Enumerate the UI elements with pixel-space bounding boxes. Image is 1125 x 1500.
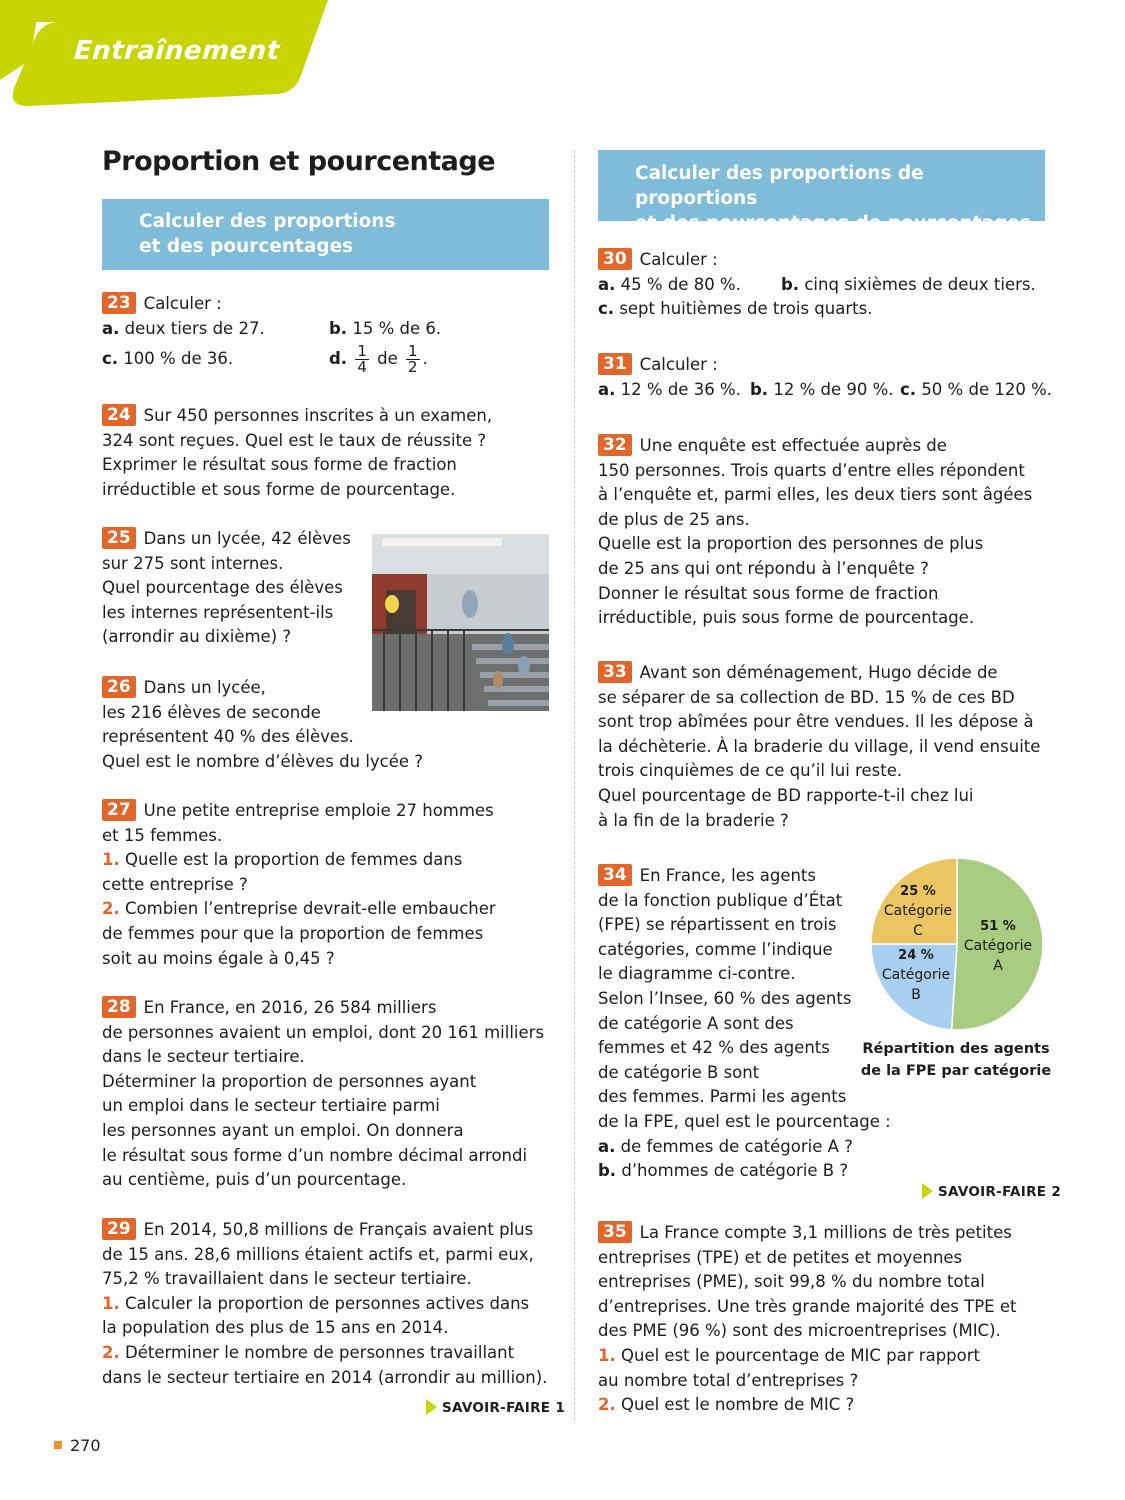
exercise-number: 28 [102, 996, 136, 1018]
pie-label-percent: 51 % [980, 919, 1016, 934]
pie-label-category: Catégorie [963, 938, 1033, 954]
pie-label-percent: 25 % [900, 884, 936, 899]
exercise-number: 23 [102, 292, 136, 314]
right-section-heading-line1: Calculer des proportions de proportions [635, 163, 924, 209]
left-section-heading-line2: et des pourcentages [139, 236, 354, 257]
exercise-35: 35 La France compte 3,1 millions de très petites entreprises (TPE) et de petites et moyennes entreprises (PME), soit 99,8 % du nombre total d’entreprises. Une très grande majorité des TPE et des PME (96 %) sont des microentreprises (MIC). 1. Quel est le pourcentage de MIC par rapport au nombre total d’entreprises ? 2. Quel est le nombre de MIC ? [598, 1222, 1017, 1415]
exercise-29: 29 En 2014, 50,8 millions de Français avaient plus de 15 ans. 28,6 millions étaient actifs et, parmi eux, 75,2 % travaillaient dans le secteur tertiaire. 1. Calculer la proportion de personnes actives dans la population des plus de 15 ans en 2014. 2. Déterminer le nombre de personnes travaillant dans le secteur tertiaire en 2014 (arrondir au million). [102, 1219, 548, 1387]
exercise-30: 30 Calculer : a. 45 % de 80 %. b. cinq sixièmes de deux tiers. c. sept huitièmes de trois quarts. [598, 249, 1036, 319]
exercise-number: 29 [102, 1218, 136, 1240]
exercise-number: 24 [102, 404, 136, 426]
fraction-question: d. $\frac{1}{4}$ de $\frac{1}{2}$ . [329, 342, 428, 377]
exercise-number: 35 [598, 1221, 632, 1243]
exercise-number: 27 [102, 799, 136, 821]
right-section-heading-line2: et des pourcentages de pourcentages [635, 213, 1031, 234]
pie-label-letter: C [913, 923, 923, 939]
left-section-heading [102, 199, 549, 270]
exercise-number: 34 [598, 864, 632, 886]
exercise-31: 31 Calculer : a. 12 % de 36 %. b. 12 % de 90 %. c. 50 % de 120 %. [598, 354, 1053, 399]
exercise-number: 25 [102, 527, 136, 549]
left-section-heading-line1: Calculer des proportions [139, 211, 396, 232]
savoir-faire-2-link[interactable]: SAVOIR-FAIRE 2 [922, 1183, 1061, 1200]
pie-label-category: Catégorie [881, 967, 951, 983]
right-section-heading [598, 150, 1045, 234]
column-divider [574, 150, 575, 1420]
exercise-28: 28 En France, en 2016, 26 584 milliers de personnes avaient un emploi, dont 20 161 milliers dans le secteur tertiaire. Déterminer la proportion de personnes ayant un emploi dans le secteur tertiaire parmi les personnes ayant un emploi. On donnera le résultat sous forme d’un nombre décimal arrondi au centième, puis d’un pourcentage. [102, 997, 545, 1190]
exercise-25: 25 Dans un lycée, 42 élèves sur 275 sont internes. Quel pourcentage des élèves les internes représentent-ils (arrondir au dixième) ? [102, 528, 351, 647]
pie-label-percent: 24 % [898, 948, 934, 963]
page-marker-square [54, 1441, 62, 1449]
play-arrow-icon [922, 1183, 933, 1199]
pie-label-category: Catégorie [883, 903, 953, 919]
play-arrow-icon [426, 1399, 437, 1415]
exercise-number: 30 [598, 248, 632, 270]
pie-chart-fpe-categories [868, 855, 1046, 1033]
exercise-32: 32 Une enquête est effectuée auprès de 150 personnes. Trois quarts d’entre elles répondent à l’enquête et, parmi elles, les deux tiers sont âgées de plus de 25 ans. Quelle est la proportion des personnes de plus de 25 ans qui ont répondu à l’enquête ? Donner le résultat sous forme de fraction irréductible, puis sous forme de pourcentage. [598, 435, 1033, 628]
exercise-number: 33 [598, 661, 632, 683]
banner-label: Entraînement [72, 36, 281, 66]
pie-label-letter: B [911, 987, 921, 1003]
exercise-26: 26 Dans un lycée, les 216 élèves de seconde représentent 40 % des élèves. Quel est le nombre d’élèves du lycée ? [102, 677, 424, 771]
pie-label-letter: A [993, 958, 1003, 974]
pie-chart-caption: Répartition des agents de la FPE par catégorie [860, 1041, 1052, 1079]
exercise-23: 23 Calculer : a. deux tiers de 27. b. 15 % de 6. c. 100 % de 36. d. $\frac{1}{4}$ de $\frac{1}{2}$ . [102, 293, 442, 377]
savoir-faire-1-link[interactable]: SAVOIR-FAIRE 1 [426, 1399, 565, 1416]
page-number: 270 [54, 1436, 101, 1455]
exercise-number: 31 [598, 353, 632, 375]
exercise-number: 32 [598, 434, 632, 456]
exercise-number: 26 [102, 676, 136, 698]
exercise-27: 27 Une petite entreprise emploie 27 hommes et 15 femmes. 1. Quelle est la proportion de femmes dans cette entreprise ? 2. Combien l’entreprise devrait-elle embaucher de femmes pour que la proportion de femmes soit au moins égale à 0,45 ? [102, 800, 496, 968]
exercise-34: 34 En France, les agents de la fonction publique d’État (FPE) se répartissent en trois catégories, comme l’indique le diagramme ci-contre. Selon l’Insee, 60 % des agents de catégorie A sont des femmes et 42 % des agents de catégorie B sont des femmes. Parmi les agents de la FPE, quel est le pourcentage : a. de femmes de catégorie A ? b. d’hommes de catégorie B ? [598, 865, 891, 1181]
exercise-33: 33 Avant son déménagement, Hugo décide de se séparer de sa collection de BD. 15 % de ces BD sont trop abîmées pour être vendues. Il les dépose à la déchèterie. À la braderie du village, il vend ensuite trois cinquièmes de ce qu’il lui reste. Quel pourcentage de BD rapporte-t-il chez lui à la fin de la braderie ? [598, 662, 1041, 830]
exercise-24: 24 Sur 450 personnes inscrites à un examen, 324 sont reçues. Quel est le taux de réussite ? Exprimer le résultat sous forme de fraction irréductible et sous forme de pourcentage. [102, 405, 493, 499]
page-title: Proportion et pourcentage [102, 146, 496, 177]
